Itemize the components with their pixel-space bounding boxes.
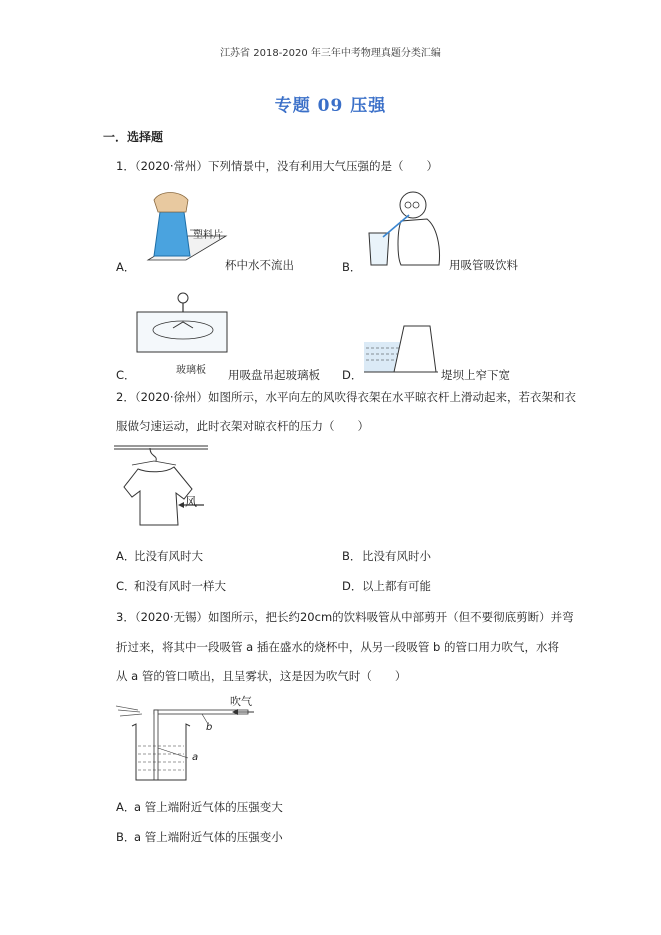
q1-figure-b: [367, 187, 447, 267]
q2-option-a-text: 比没有风时大: [134, 549, 203, 563]
q2-option-c-text: 和没有风时一样大: [134, 579, 226, 593]
q2-stem-line1: 2．（2020·徐州）如图所示，水平向左的风吹得衣架在水平晾衣杆上滑动起来，若衣架和衣: [116, 390, 576, 404]
q1-label-glass: 玻璃板: [176, 365, 206, 376]
q2-stem-line2: 服做匀速运动，此时衣架对晾衣杆的压力（ ）: [116, 419, 369, 433]
q1-figure-d: [364, 322, 438, 376]
q3-label-a: a: [192, 752, 199, 763]
q3-stem-line3: 从 a 管的管口喷出，且呈雾状，这是因为吹气时（ ）: [116, 669, 407, 683]
q2-option-a-letter: A．: [116, 549, 136, 563]
q3-stem-line2: 折过来，将其中一段吸管 a 插在盛水的烧杯中，从另一段吸管 b 的管口用力吹气，水将: [116, 640, 559, 654]
q3-option-a-text: a 管上端附近气体的压强变大: [134, 800, 283, 814]
q1-option-a-text: 杯中水不流出: [225, 258, 294, 272]
q3-option-b-text: a 管上端附近气体的压强变小: [134, 830, 283, 844]
q3-option-a-letter: A．: [116, 800, 136, 814]
q2-option-b-text: 比没有风时小: [362, 549, 431, 563]
q1-option-a-letter: A．: [116, 260, 136, 274]
q3-label-b: b: [206, 722, 213, 733]
page-title: 专题 09 压强: [274, 96, 387, 116]
q1-figure-c: [137, 290, 229, 366]
q3-stem-line1: 3．（2020·无锡）如图所示，把长约20cm的饮料吸管从中部剪开（但不要彻底剪断）并弯: [116, 610, 574, 624]
q3-figure-beaker: [114, 696, 264, 786]
q2-label-wind: 风: [185, 495, 198, 509]
q1-option-c-text: 用吸盘吊起玻璃板: [228, 368, 320, 382]
q1-label-plastic: 塑料片: [193, 230, 223, 241]
q2-option-c-letter: C．: [116, 579, 136, 593]
q1-option-c-letter: C．: [116, 368, 136, 382]
q2-figure-shirt: [114, 443, 208, 531]
page-header: 江苏省 2018-2020 年三年中考物理真题分类汇编: [220, 48, 441, 59]
q1-option-b-text: 用吸管吸饮料: [449, 258, 518, 272]
q1-option-d-text: 堤坝上窄下宽: [441, 368, 510, 382]
q2-option-d-text: 以上都有可能: [362, 579, 431, 593]
q1-option-d-letter: D．: [342, 368, 363, 382]
q3-option-b-letter: B．: [116, 830, 136, 844]
section-heading: 一．选择题: [103, 130, 164, 144]
q2-option-b-letter: B．: [342, 549, 362, 563]
q1-stem: 1．（2020·常州）下列情景中，没有利用大气压强的是（ ）: [116, 159, 438, 173]
q3-label-blow: 吹气: [230, 695, 252, 708]
q2-option-d-letter: D．: [342, 579, 363, 593]
q1-option-b-letter: B．: [342, 260, 362, 274]
